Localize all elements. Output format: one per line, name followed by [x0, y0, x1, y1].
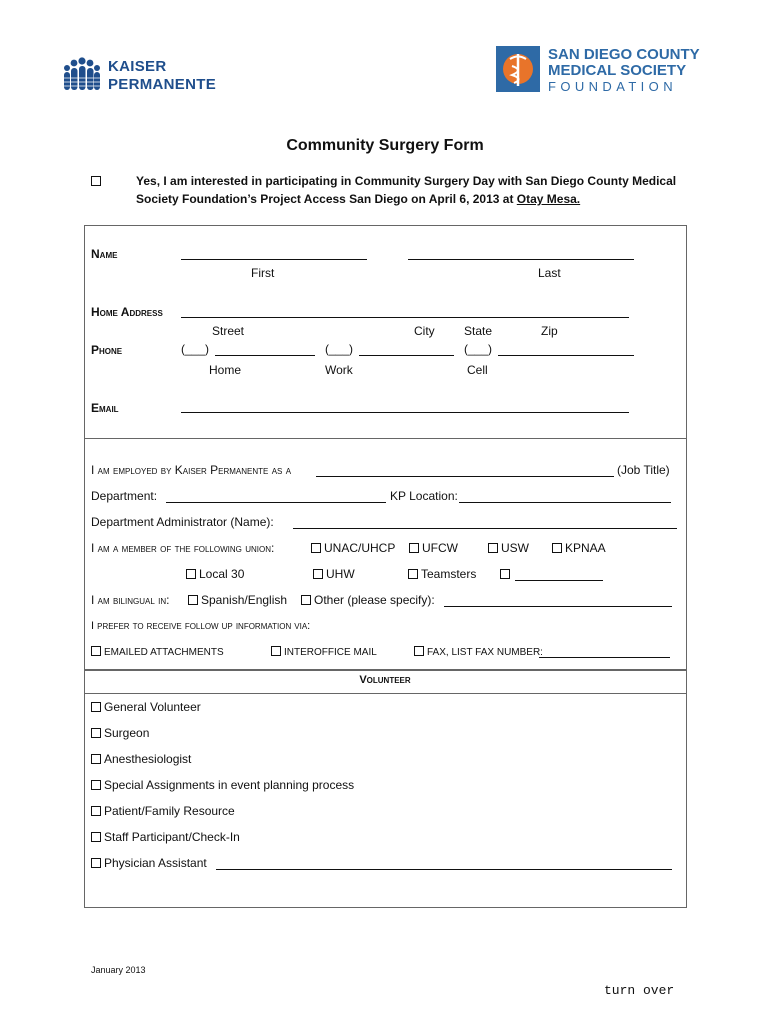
checkbox-icon[interactable]	[271, 646, 281, 656]
cell-area-code: (___)	[464, 342, 493, 356]
bilingual-label: I am bilingual in:	[91, 593, 170, 607]
sd-line2: MEDICAL SOCIETY	[548, 62, 687, 79]
volunteer-surgeon-option[interactable]	[91, 726, 149, 740]
checkbox-icon[interactable]	[313, 569, 323, 579]
volunteer-special-label: Special Assignments in event planning process	[104, 778, 355, 792]
checkbox-icon[interactable]	[409, 543, 419, 553]
home-caption: Home	[209, 363, 242, 377]
volunteer-anesthesiologist-option[interactable]	[91, 752, 191, 766]
employed-label: I am employed by Kaiser Permanente as a	[91, 463, 292, 477]
union-label: I am a member of the following union	[91, 541, 272, 555]
volunteer-staff-label: Staff Participant/Check-In	[104, 830, 240, 844]
checkbox-icon[interactable]	[488, 543, 498, 553]
first-name-field[interactable]	[181, 259, 367, 260]
intro-location: Otay Mesa.	[516, 192, 581, 206]
zip-caption: Zip	[541, 324, 558, 338]
caduceus-icon	[496, 46, 540, 92]
followup-email-option[interactable]	[91, 646, 224, 658]
volunteer-staff-option[interactable]	[91, 830, 240, 844]
union-local30-option[interactable]	[186, 567, 244, 581]
kp-name-line1: KAISER	[108, 58, 167, 75]
employed-row	[91, 463, 291, 477]
street-caption: Street	[212, 324, 245, 338]
volunteer-surgeon-label: Surgeon	[104, 726, 150, 740]
checkbox-icon[interactable]	[186, 569, 196, 579]
followup-label: I prefer to receive follow up information via:	[91, 620, 311, 632]
job-title-caption: (Job Title)	[617, 463, 670, 477]
email-label: Email	[91, 401, 119, 415]
volunteer-general-option[interactable]	[91, 700, 201, 714]
kaiser-permanente-logo	[58, 56, 217, 101]
home-address-field[interactable]	[181, 317, 629, 318]
kp-name-line2: PERMANENTE	[108, 76, 217, 93]
union-unac-label: UNAC/UHCP	[324, 541, 396, 555]
state-caption: State	[464, 324, 493, 338]
sdcms-foundation-logo	[496, 46, 700, 95]
checkbox-icon[interactable]	[311, 543, 321, 553]
followup-fax-label: FAX, LIST FAX NUMBER:	[427, 647, 543, 658]
union-uhw-label: UHW	[326, 567, 355, 581]
checkbox-icon[interactable]	[91, 806, 101, 816]
union-teamsters-label: Teamsters	[421, 567, 477, 581]
followup-email-label: EMAILED ATTACHMENTS	[104, 647, 224, 658]
dept-admin-label: Department Administrator (Name):	[91, 515, 274, 529]
checkbox-icon[interactable]	[91, 754, 101, 764]
intro-checkbox[interactable]	[91, 174, 104, 188]
union-ufcw-label: UFCW	[422, 541, 458, 555]
work-phone-field[interactable]	[359, 355, 454, 356]
physician-assistant-field[interactable]	[216, 869, 672, 870]
union-colon: :	[271, 541, 275, 555]
first-caption: First	[251, 266, 275, 280]
union-usw-option[interactable]	[488, 541, 529, 555]
checkbox-icon[interactable]	[408, 569, 418, 579]
address-label: Home Address	[91, 305, 163, 319]
intro-line2-text: Society Foundation’s Project Access San Diego on April 6, 2013 at	[136, 192, 517, 206]
sd-line3: FOUNDATION	[548, 79, 677, 94]
work-caption: Work	[325, 363, 353, 377]
dept-admin-field[interactable]	[293, 528, 677, 529]
volunteer-general-label: General Volunteer	[104, 700, 201, 714]
union-unac-option[interactable]	[311, 541, 395, 555]
volunteer-pa-option[interactable]	[91, 856, 207, 870]
union-other-option[interactable]	[500, 567, 513, 581]
kp-location-field[interactable]	[459, 502, 671, 503]
intro-line1: Yes, I am interested in participating in Community Surgery Day with San Diego County Medical	[136, 174, 677, 188]
checkbox-icon[interactable]	[91, 832, 101, 842]
checkbox-icon[interactable]	[91, 728, 101, 738]
union-teamsters-option[interactable]	[408, 567, 476, 581]
intro-line2	[136, 192, 580, 206]
volunteer-patient-label: Patient/Family Resource	[104, 804, 235, 818]
email-field[interactable]	[181, 412, 629, 413]
spanish-label: Spanish/English	[201, 593, 288, 607]
name-label: Name	[91, 247, 118, 261]
city-caption: City	[414, 324, 435, 338]
followup-interoffice-option[interactable]	[271, 646, 377, 658]
checkbox-icon[interactable]	[414, 646, 424, 656]
union-kpnaa-label: KPNAA	[565, 541, 606, 555]
fax-number-field[interactable]	[539, 657, 670, 658]
footer-date: January 2013	[91, 965, 146, 975]
other-language-label: Other (please specify):	[314, 593, 435, 607]
last-name-field[interactable]	[408, 259, 634, 260]
checkbox-icon[interactable]	[500, 569, 510, 579]
other-language-option[interactable]	[301, 593, 435, 607]
home-phone-field[interactable]	[215, 355, 315, 356]
checkbox-icon[interactable]	[91, 780, 101, 790]
volunteer-anesthesiologist-label: Anesthesiologist	[104, 752, 192, 766]
union-kpnaa-option[interactable]	[552, 541, 606, 555]
volunteer-special-option[interactable]	[91, 778, 354, 792]
last-caption: Last	[538, 266, 561, 280]
checkbox-icon[interactable]	[301, 595, 311, 605]
form-title: Community Surgery Form	[286, 137, 484, 154]
cell-caption: Cell	[467, 363, 488, 377]
section-divider	[84, 438, 686, 439]
union-label-row	[91, 541, 274, 555]
home-area-code: (___)	[181, 342, 210, 356]
checkbox-icon[interactable]	[91, 702, 101, 712]
bilingual-row	[91, 593, 169, 607]
union-uhw-option[interactable]	[313, 567, 355, 581]
volunteer-pa-label: Physician Assistant	[104, 856, 207, 870]
department-label: Department:	[91, 489, 158, 503]
job-title-field[interactable]	[316, 476, 614, 477]
work-area-code: (___)	[325, 342, 354, 356]
turn-over-note: turn over	[604, 983, 675, 998]
checkbox-icon[interactable]	[188, 595, 198, 605]
checkbox-icon[interactable]	[552, 543, 562, 553]
followup-interoffice-label: INTEROFFICE MAIL	[284, 647, 377, 658]
union-ufcw-option[interactable]	[409, 541, 458, 555]
cell-phone-field[interactable]	[498, 355, 634, 356]
checkbox-icon[interactable]	[91, 646, 101, 656]
followup-fax-option[interactable]	[414, 646, 543, 658]
phone-label: Phone	[91, 343, 123, 357]
checkbox-icon[interactable]	[91, 858, 101, 868]
sd-line1: SAN DIEGO COUNTY	[548, 46, 700, 63]
union-other-field[interactable]	[515, 580, 603, 581]
department-field[interactable]	[166, 502, 386, 503]
other-language-field[interactable]	[444, 606, 672, 607]
spanish-option[interactable]	[188, 593, 287, 607]
volunteer-patient-option[interactable]	[91, 804, 235, 818]
union-usw-label: USW	[501, 541, 529, 555]
union-local30-label: Local 30	[199, 567, 245, 581]
volunteer-divider	[84, 693, 686, 694]
kp-location-label: KP Location:	[390, 489, 458, 503]
volunteer-heading: Volunteer	[359, 674, 411, 686]
